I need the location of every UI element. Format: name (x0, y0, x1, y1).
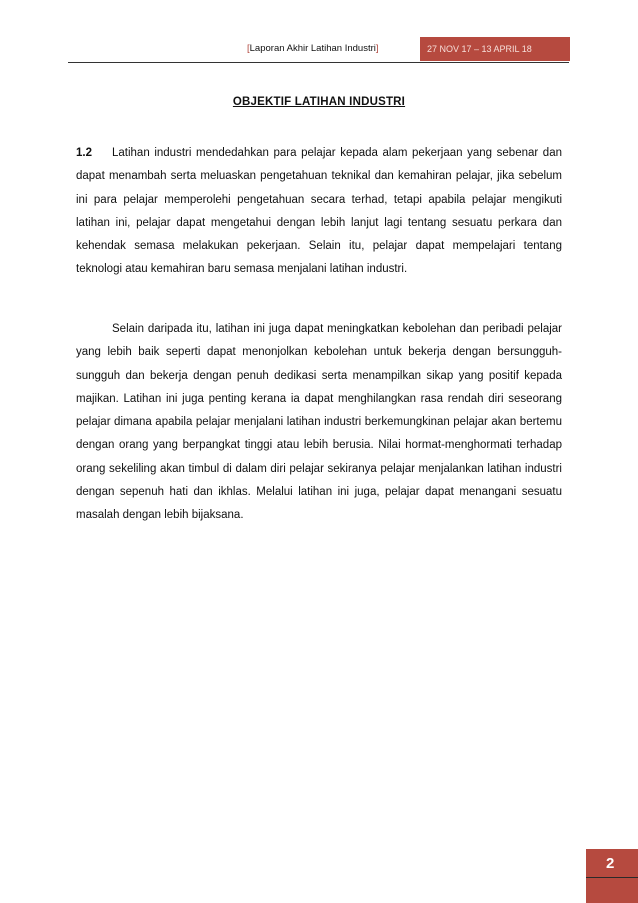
header-title-text: Laporan Akhir Latihan Industri (249, 43, 376, 54)
page-number: 2 (606, 855, 615, 872)
paragraph-2: Selain daripada itu, latihan ini juga dapat meningkatkan kebolehan dan peribadi pelajar yang lebih baik seperti dapat menonjolkan kebolehan untuk bekerja dengan bersungguh-sungguh dan bekerja dengan penuh dedikasi serta menampilkan sikap yang positif kepada majikan. Latihan ini juga penting kerana ia dapat menghilangkan rasa rendah diri seseorang pelajar dimana apabila pelajar menjalani latihan industri berkemungkinan pelajar akan bertemu dengan orang yang berpangkat tinggi atau lebih berusia. Nilai hormat-menghormati terhadap orang sekeliling akan timbul di dalam diri pelajar sekiranya pelajar menjalankan latihan industri dengan sepenuh hati dan ikhlas. Melalui latihan ini juga, pelajar dapat menangani sesuatu masalah dengan lebih bijaksana. (76, 323, 562, 522)
header-bracket-open: [ (247, 43, 250, 54)
header-bracket-close: ] (375, 43, 379, 54)
page-number-divider (586, 877, 638, 878)
header-date-range: 27 NOV 17 – 13 APRIL 18 (420, 37, 570, 61)
paragraph-number: 1.2 (76, 147, 92, 159)
document-header-title (247, 43, 379, 54)
header-divider (68, 62, 569, 63)
paragraph-1-text: Latihan industri mendedahkan para pelajar kepada alam pekerjaan yang sebenar dan dapat menambah serta meluaskan pengetahuan teknikal dan kemahiran pelajar, jika sebelum ini para pelajar memperolehi pengetahuan secara terhad, tetapi apabila pelajar mengikuti latihan ini, pelajar dapat mengetahui dengan lebih lanjut lagi tentang sesuatu perkara dan kehendak semasa melakukan pekerjaan. Selain itu, pelajar dapat mempelajari tentang teknologi atau kemahiran baru semasa menjalani latihan industri. (76, 147, 562, 276)
paragraph-1 (76, 142, 562, 282)
section-title: OBJEKTIF LATIHAN INDUSTRI (232, 96, 406, 108)
